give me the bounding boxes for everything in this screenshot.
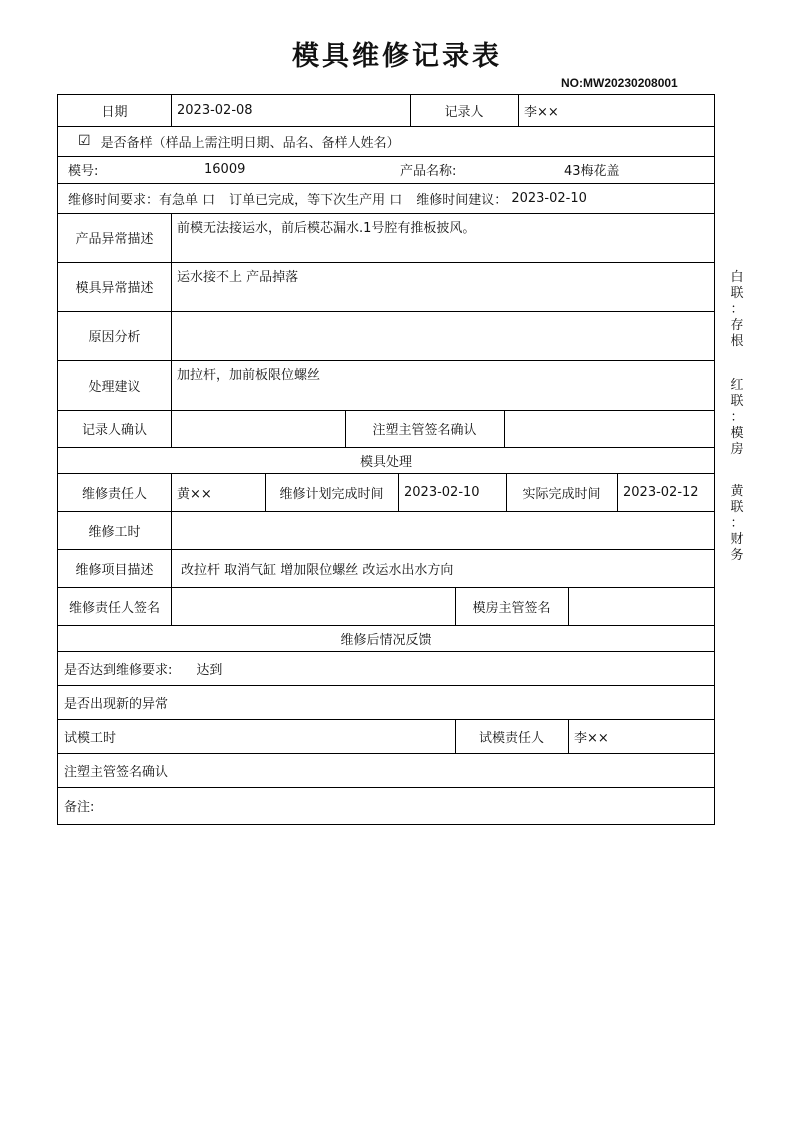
supervisor-confirm-label: 注塑主管签名确认 bbox=[372, 423, 477, 438]
repair-time-label: 维修时间要求： bbox=[68, 192, 160, 208]
plan-finish-value: 2023-02-10 bbox=[404, 484, 480, 500]
suggest-time-value: 2023-02-10 bbox=[511, 190, 587, 206]
supervisor-signature-label: 注塑主管签名确认 bbox=[64, 764, 169, 780]
trial-hours-label: 试模工时 bbox=[64, 730, 117, 746]
form-title: 模具维修记录表 bbox=[292, 41, 502, 72]
actual-finish-value: 2023-02-12 bbox=[623, 484, 699, 500]
cause-label: 原因分析 bbox=[88, 330, 141, 345]
red-copy-note: 红 联 ： 模 房 bbox=[730, 378, 744, 457]
suggestion-value: 加拉杆，加前板限位螺丝 bbox=[177, 368, 321, 383]
trial-owner-label: 试模责任人 bbox=[478, 730, 544, 746]
mold-no-value: 16009 bbox=[204, 162, 246, 177]
actual-finish-label: 实际完成时间 bbox=[522, 486, 601, 502]
repair-desc-value: 改拉杆 取消气缸 增加限位螺丝 改运水出水方向 bbox=[181, 562, 454, 578]
product-name-value: 43梅花盖 bbox=[564, 164, 620, 179]
mold-no-label: 模号: bbox=[68, 164, 99, 179]
order-done-option[interactable]: 订单已完成，等下次生产用 口 bbox=[229, 192, 403, 208]
work-hours-value bbox=[171, 511, 714, 549]
new-abnormal-label: 是否出现新的异常 bbox=[64, 696, 169, 712]
mold-abnormal-label: 模具异常描述 bbox=[75, 281, 154, 296]
checkbox-checked-icon[interactable]: ☑ bbox=[78, 133, 91, 149]
sample-row bbox=[72, 126, 712, 156]
repair-time-row bbox=[62, 183, 712, 213]
owner-signature-label: 维修责任人签名 bbox=[68, 600, 160, 616]
white-copy-note: 白 联 ： 存 根 bbox=[730, 270, 744, 349]
date-label: 日期 bbox=[101, 105, 128, 120]
section-mold-handling: 模具处理 bbox=[359, 454, 412, 470]
cause-value bbox=[171, 311, 714, 360]
plan-finish-label: 维修计划完成时间 bbox=[279, 486, 384, 502]
product-name-label: 产品名称: bbox=[400, 164, 457, 179]
urgent-option[interactable]: 有急单 口 bbox=[159, 192, 216, 208]
work-hours-label: 维修工时 bbox=[88, 524, 141, 540]
product-abnormal-label: 产品异常描述 bbox=[75, 232, 154, 247]
sample-label: 是否备样（样品上需注明日期、品名、备样人姓名） bbox=[100, 135, 400, 151]
date-value: 2023-02-08 bbox=[177, 103, 253, 118]
repair-owner-label: 维修责任人 bbox=[81, 486, 147, 502]
suggest-time-label: 维修时间建议： bbox=[416, 192, 508, 208]
mold-room-signature-label: 模房主管签名 bbox=[472, 600, 551, 616]
repair-desc-label: 维修项目描述 bbox=[75, 562, 154, 578]
section-feedback: 维修后情况反馈 bbox=[340, 632, 432, 648]
recorder-value: 李×× bbox=[524, 105, 559, 120]
meet-requirement-row bbox=[58, 651, 714, 685]
repair-record-table bbox=[57, 94, 715, 825]
recorder-confirm-field[interactable] bbox=[171, 410, 345, 447]
remark-label: 备注: bbox=[64, 800, 95, 815]
mold-room-signature-field[interactable] bbox=[568, 587, 714, 625]
mold-abnormal-value: 运水接不上 产品掉落 bbox=[177, 270, 299, 285]
yellow-copy-note: 黄 联 ： 财 务 bbox=[730, 484, 744, 563]
recorder-confirm-label: 记录人确认 bbox=[81, 423, 147, 438]
meet-requirement-label: 是否达到维修要求: bbox=[64, 662, 173, 678]
product-abnormal-value: 前模无法接运水，前后模芯漏水.1号腔有推板披风。 bbox=[177, 221, 476, 236]
recorder-label: 记录人 bbox=[444, 105, 484, 120]
meet-requirement-value: 达到 bbox=[196, 662, 223, 678]
trial-owner-value: 李×× bbox=[574, 730, 609, 746]
repair-owner-value: 黄×× bbox=[177, 486, 212, 502]
supervisor-confirm-field[interactable] bbox=[504, 410, 714, 447]
owner-signature-field[interactable] bbox=[171, 587, 455, 625]
document-number: NO:MW20230208001 bbox=[561, 76, 678, 90]
suggestion-label: 处理建议 bbox=[88, 379, 141, 395]
